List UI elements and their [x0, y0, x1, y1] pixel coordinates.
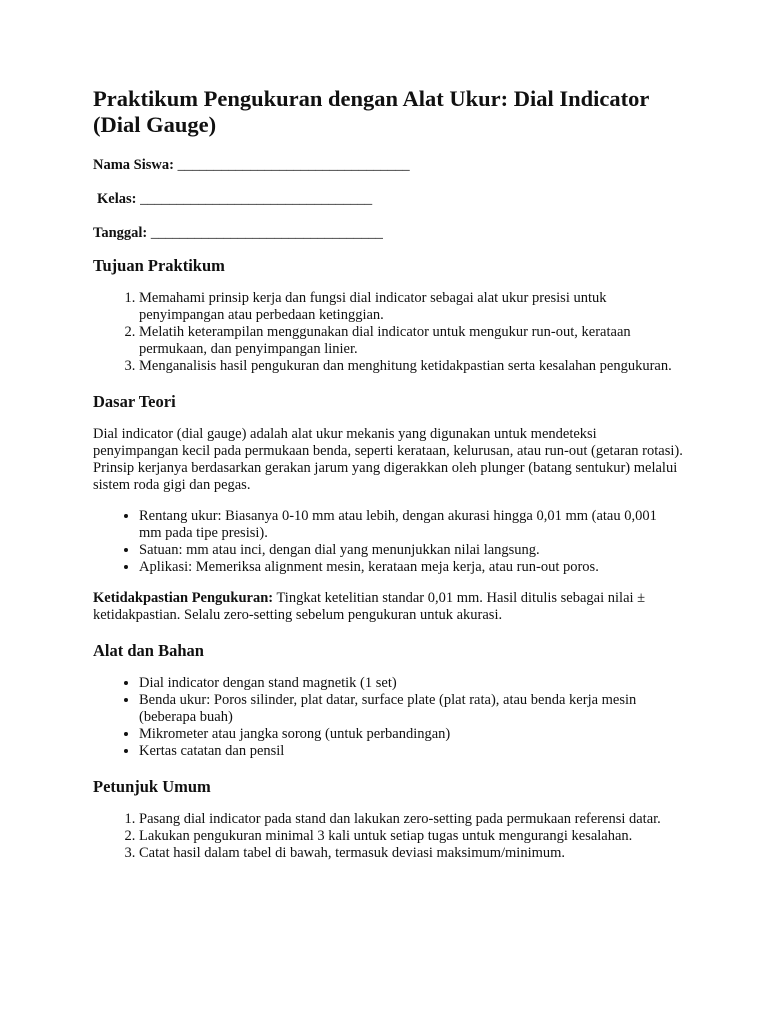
list-item: • Benda ukur: Poros silinder, plat datar, surface plate (plat rata), atau benda kerja mesin (beberapa buah): [139, 692, 683, 726]
section-heading-tujuan: Tujuan Praktikum: [93, 256, 225, 275]
field-tanggal: [93, 224, 683, 242]
field-label: Nama Siswa:: [93, 157, 174, 173]
ketidakpastian-label: Ketidakpastian Pengukuran:: [93, 590, 274, 606]
field-blank-line[interactable]: ________________________________: [150, 225, 383, 241]
field-blank-line[interactable]: ________________________________: [140, 191, 373, 207]
list-item: • Satuan: mm atau inci, dengan dial yang menunjukkan nilai langsung.: [139, 542, 683, 559]
alat-bahan-list: [93, 675, 683, 760]
document-page: [93, 86, 683, 862]
list-item: • Mikrometer atau jangka sorong (untuk perbandingan): [139, 726, 683, 743]
list-item: 3. Catat hasil dalam tabel di bawah, termasuk deviasi maksimum/minimum.: [139, 845, 683, 862]
field-nama-siswa: [93, 156, 683, 174]
field-blank-line[interactable]: ________________________________: [177, 157, 410, 173]
dasar-teori-list: [93, 508, 683, 576]
petunjuk-list: [93, 811, 683, 862]
ketidakpastian-text: Tingkat ketelitian standar 0,01 mm. Hasil ditulis sebagai nilai ± ketidakpastian. Selalu zero-setting sebelum pengukuran untuk akurasi.: [93, 590, 646, 623]
list-item: • Rentang ukur: Biasanya 0-10 mm atau lebih, dengan akurasi hingga 0,01 mm (atau 0,001 mm pada tipe presisi).: [139, 508, 683, 542]
list-item: • Aplikasi: Memeriksa alignment mesin, kerataan meja kerja, atau run-out poros.: [139, 559, 683, 576]
list-item: • Dial indicator dengan stand magnetik (1 set): [139, 675, 683, 692]
list-item: 3. Menganalisis hasil pengukuran dan menghitung ketidakpastian serta kesalahan pengukuran.: [139, 358, 683, 375]
document-title: Praktikum Pengukuran dengan Alat Ukur: Dial Indicator (Dial Gauge): [93, 86, 649, 137]
tujuan-list: [93, 290, 683, 375]
field-label: Tanggal:: [93, 225, 148, 241]
list-item: 1. Pasang dial indicator pada stand dan lakukan zero-setting pada permukaan referensi datar.: [139, 811, 683, 828]
field-label: Kelas:: [97, 191, 137, 207]
dasar-teori-paragraph: Dial indicator (dial gauge) adalah alat ukur mekanis yang digunakan untuk mendeteksi penyimpangan kecil pada permukaan benda, seperti kerataan, kelurusan, atau run-out (getaran rotasi). Prinsip kerjanya berdasarkan gerakan jarum yang digerakkan oleh plunger (batang sentukur) melalui sistem roda gigi dan pegas.: [93, 426, 683, 493]
list-item: • Kertas catatan dan pensil: [139, 743, 683, 760]
ketidakpastian-paragraph: [93, 590, 683, 624]
section-heading-alat-bahan: Alat dan Bahan: [93, 641, 204, 660]
section-heading-dasar-teori: Dasar Teori: [93, 392, 176, 411]
list-item: 2. Melatih keterampilan menggunakan dial indicator untuk mengukur run-out, kerataan permukaan, dan penyimpangan linier.: [139, 324, 683, 358]
list-item: 1. Memahami prinsip kerja dan fungsi dial indicator sebagai alat ukur presisi untuk penyimpangan atau perbedaan ketinggian.: [139, 290, 683, 324]
list-item: 2. Lakukan pengukuran minimal 3 kali untuk setiap tugas untuk mengurangi kesalahan.: [139, 828, 683, 845]
section-heading-petunjuk-umum: Petunjuk Umum: [93, 777, 211, 796]
field-kelas: [93, 190, 683, 208]
